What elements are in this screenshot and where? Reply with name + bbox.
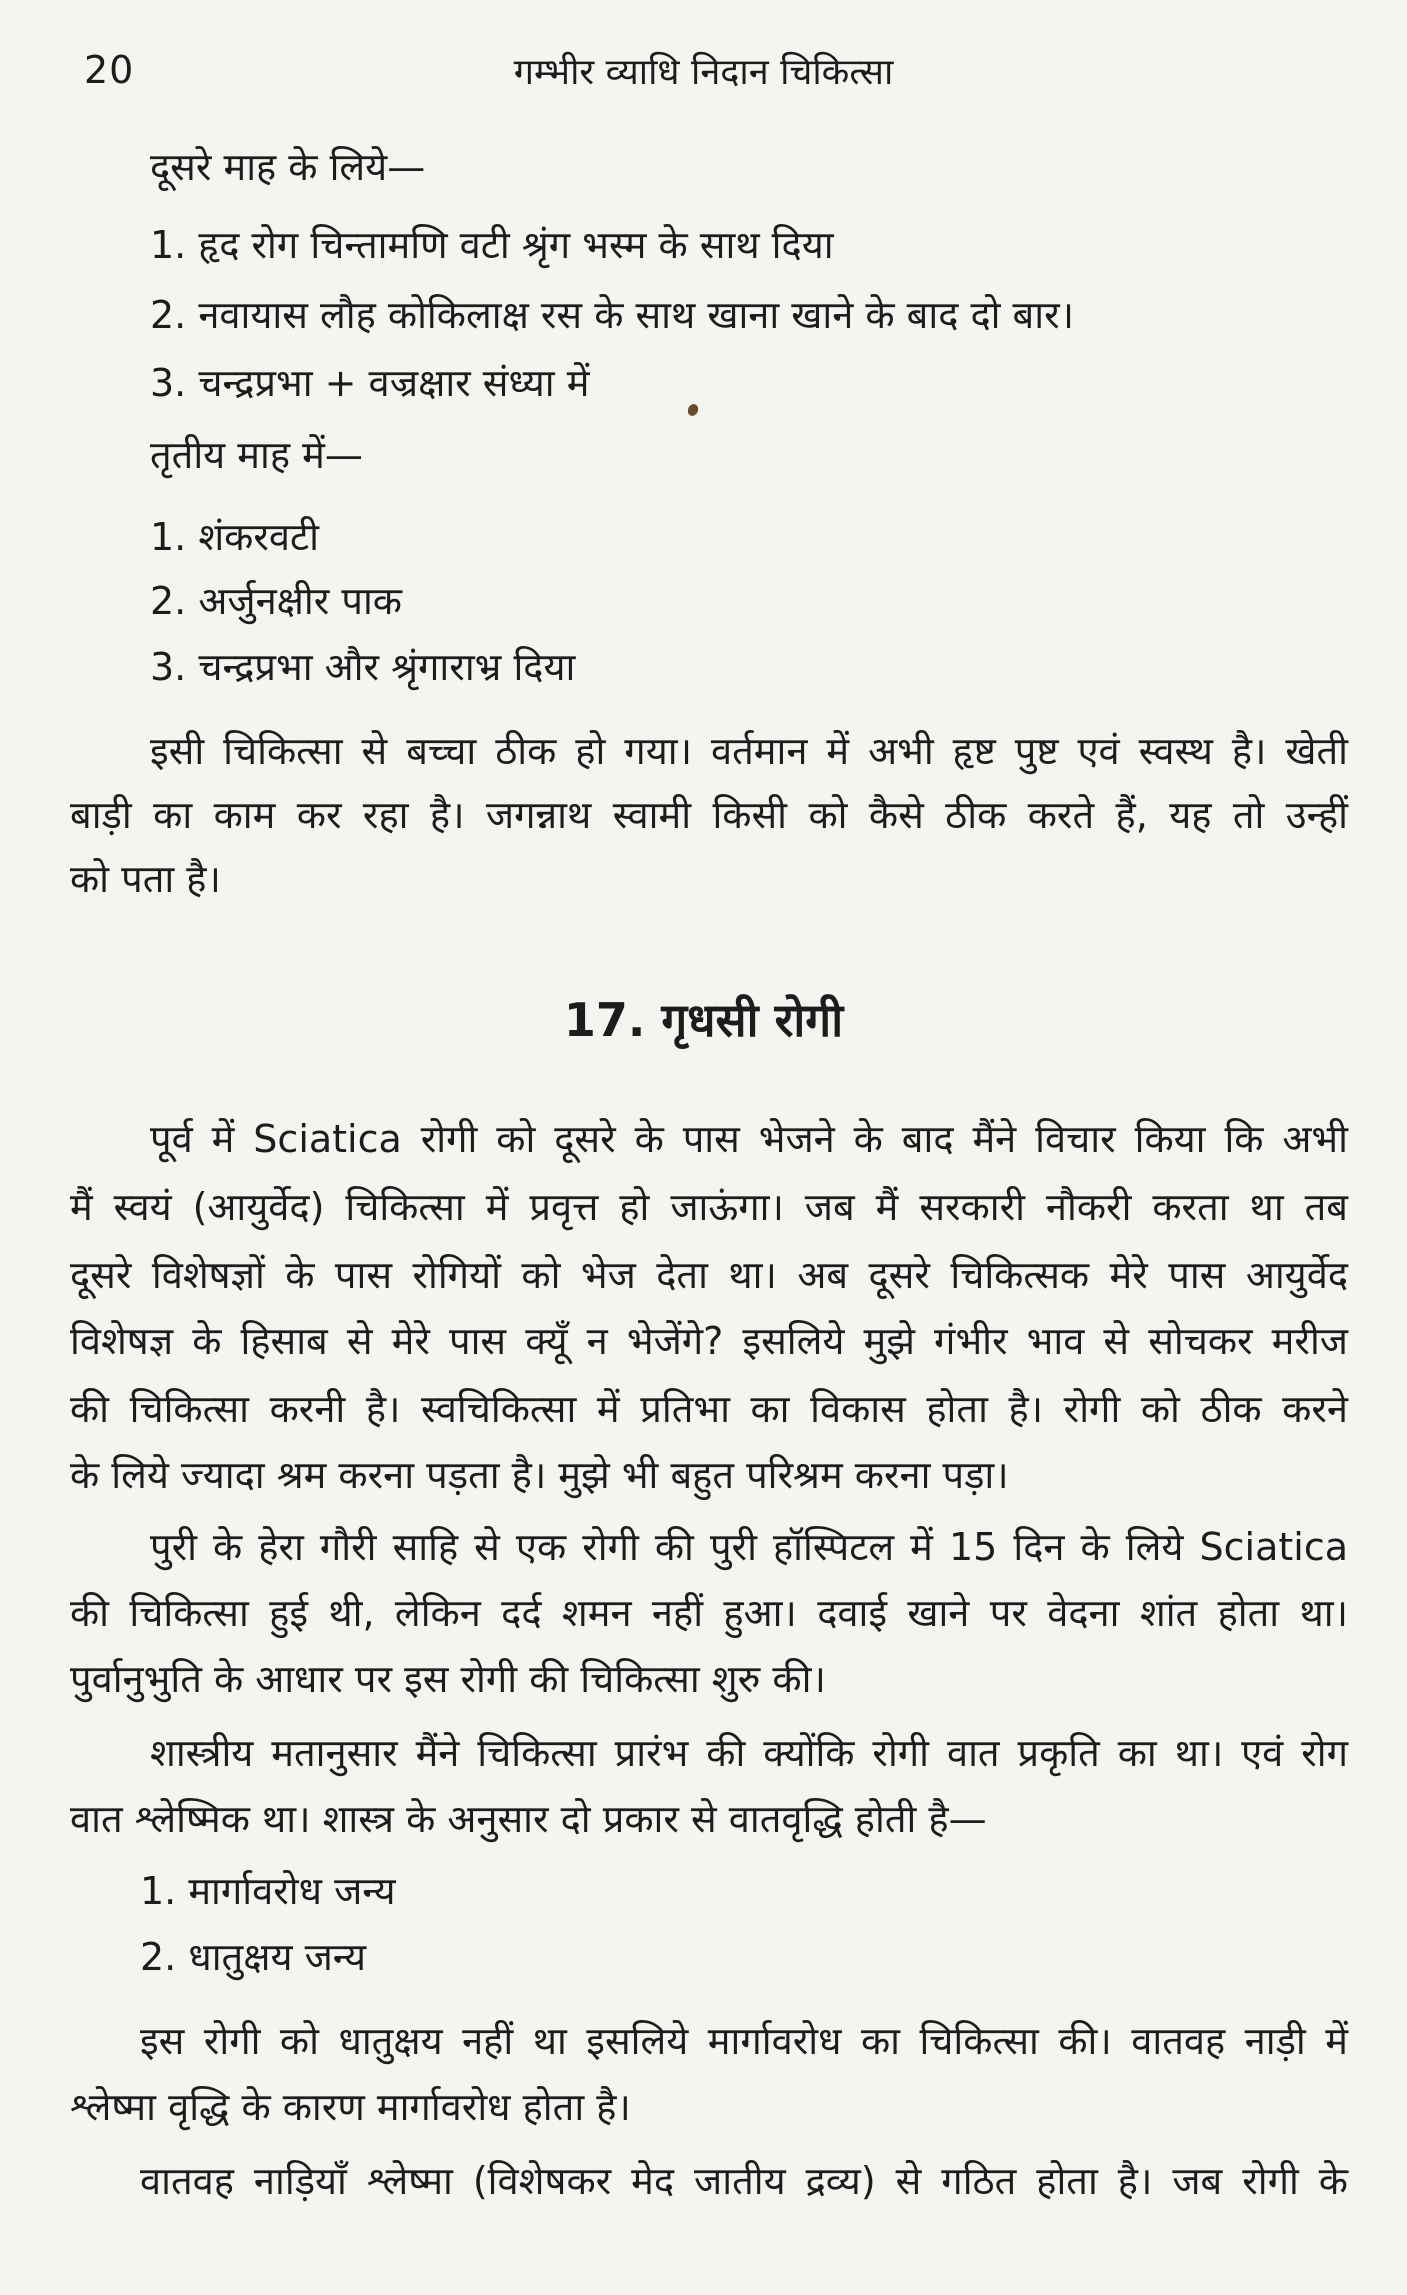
text-line: को पता है। bbox=[70, 857, 221, 901]
running-title: गम्भीर व्याधि निदान चिकित्सा bbox=[513, 52, 894, 93]
text-line: के लिये ज्यादा श्रम करना पड़ता है। मुझे भी बहुत परिश्रम करना पड़ा। bbox=[70, 1453, 1009, 1497]
list-item: 3. चन्द्रप्रभा और श्रृंगाराभ्र दिया bbox=[150, 645, 576, 689]
text-line: शास्त्रीय मतानुसार मैंने चिकित्सा प्रारंभ की क्योंकि रोगी वात प्रकृति का था। एवं रोग bbox=[150, 1731, 1348, 1775]
text-line: श्लेष्मा वृद्धि के कारण मार्गावरोध होता है। bbox=[70, 2085, 631, 2129]
text-line: वातवह नाड़ियाँ श्लेष्मा (विशेषकर मेद जातीय द्रव्य) से गठित होता है। जब रोगी के bbox=[140, 2159, 1348, 2203]
list-item: 2. अर्जुनक्षीर पाक bbox=[150, 579, 402, 623]
page-number: 20 bbox=[84, 48, 135, 92]
text-line: पुर्वानुभुति के आधार पर इस रोगी की चिकित्सा शुरु की। bbox=[70, 1657, 826, 1701]
text-line: की चिकित्सा हुई थी, लेकिन दर्द शमन नहीं हुआ। दवाई खाने पर वेदना शांत होता था। bbox=[70, 1591, 1348, 1635]
list-item: 2. नवायास लौह कोकिलाक्ष रस के साथ खाना खाने के बाद दो बार। bbox=[150, 293, 1075, 337]
list-item: 1. हृद रोग चिन्तामणि वटी श्रृंग भस्म के साथ दिया bbox=[150, 223, 834, 267]
list-item: 1. शंकरवटी bbox=[150, 515, 320, 559]
text-line: वात श्लेष्मिक था। शास्त्र के अनुसार दो प्रकार से वातवृद्धि होती है— bbox=[70, 1797, 987, 1841]
ink-speck bbox=[686, 402, 700, 417]
list-item: 2. धातुक्षय जन्य bbox=[140, 1935, 367, 1979]
text-line: इसी चिकित्सा से बच्चा ठीक हो गया। वर्तमान में अभी हृष्ट पुष्ट एवं स्वस्थ है। खेती bbox=[150, 729, 1348, 773]
month3-heading: तृतीय माह में— bbox=[150, 433, 363, 477]
text-line: पूर्व में Sciatica रोगी को दूसरे के पास भेजने के बाद मैंने विचार किया कि अभी bbox=[150, 1117, 1348, 1161]
text-line: की चिकित्सा करनी है। स्वचिकित्सा में प्रतिभा का विकास होता है। रोगी को ठीक करने bbox=[70, 1387, 1348, 1431]
text-line: इस रोगी को धातुक्षय नहीं था इसलिये मार्गावरोध का चिकित्सा की। वातवह नाड़ी में bbox=[140, 2019, 1348, 2063]
text-line: पुरी के हेरा गौरी साहि से एक रोगी की पुरी हॉस्पिटल में 15 दिन के लिये Sciatica bbox=[150, 1525, 1348, 1569]
text-line: बाड़ी का काम कर रहा है। जगन्नाथ स्वामी किसी को कैसे ठीक करते हैं, यह तो उन्हीं bbox=[70, 793, 1348, 837]
month2-heading: दूसरे माह के लिये— bbox=[150, 145, 426, 189]
section-title: 17. गृधसी रोगी bbox=[563, 993, 844, 1047]
text-line: दूसरे विशेषज्ञों के पास रोगियों को भेज देता था। अब दूसरे चिकित्सक मेरे पास आयुर्वेद bbox=[70, 1253, 1348, 1297]
text-line: विशेषज्ञ के हिसाब से मेरे पास क्यूँ न भेजेंगे? इसलिये मुझे गंभीर भाव से सोचकर मरीज bbox=[70, 1319, 1348, 1363]
list-item: 3. चन्द्रप्रभा + वज्रक्षार संध्या में bbox=[150, 361, 590, 405]
page-header bbox=[0, 44, 1407, 104]
list-item: 1. मार्गावरोध जन्य bbox=[140, 1869, 396, 1913]
text-line: मैं स्वयं (आयुर्वेद) चिकित्सा में प्रवृत्त हो जाऊंगा। जब मैं सरकारी नौकरी करता था तब bbox=[70, 1185, 1348, 1229]
